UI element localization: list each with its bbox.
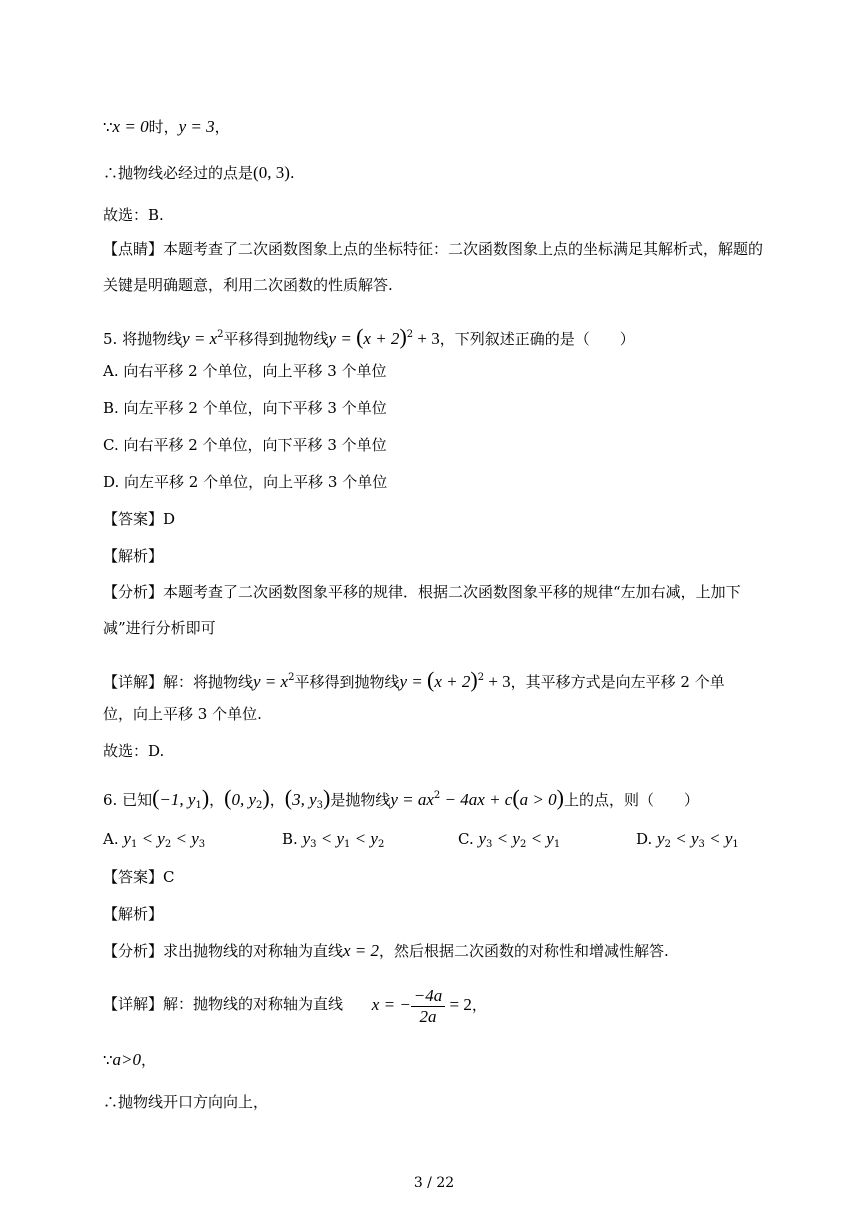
q6-option-c: C. $y_3 < y_2 < y_1$ [458, 829, 561, 850]
q6-option-b: B. $y_3 < y_1 < y_2$ [282, 829, 385, 850]
question-6: 6. 已知(−1, $y_1$)，(0, $y_2$)，(3, $y_3$)是抛物线$y = ax^2 - 4ax + c(a > 0)$上的点，则（ ） [103, 785, 699, 811]
fraction: $\frac{-4a}{2a}$ [411, 986, 445, 1027]
line-point-conclusion: ∴抛物线必经过的点是(0, 3). [103, 163, 295, 182]
note-paragraph: 【点睛】本题考查了二次函数图象上点的坐标特征：二次函数图象上点的坐标满足其解析式，解题的关键是明确题意，利用二次函数的性质解答. [103, 240, 764, 294]
solution-5-line2: 位，向上平移 3 个单位. [103, 705, 262, 723]
analysis-5: 【分析】本题考查了二次函数图象平移的规律．根据二次函数图象平移的规律“左加右减，上加下减”进行分析即可 [103, 583, 741, 637]
q5-option-d: D. 向左平移 2 个单位，向上平移 3 个单位 [103, 473, 388, 491]
q5-option-c: C. 向右平移 2 个单位，向下平移 3 个单位 [103, 436, 387, 454]
line-opens-upward: ∴抛物线开口方向向上， [103, 1093, 269, 1111]
line-given-x0: ∵x = 0时，y = 3， [103, 117, 230, 136]
page-number: 3 / 22 [413, 1175, 455, 1191]
choice-d: 故选：D. [103, 742, 165, 760]
q5-option-a: A. 向右平移 2 个单位，向上平移 3 个单位 [103, 362, 387, 380]
q6-option-a: A. $y_1 < y_2 < y_3$ [103, 829, 206, 850]
question-5: 5. 将抛物线$y = x^2$平移得到抛物线$y = (x + 2)^2 + 3$，下列叙述正确的是（ ） [103, 324, 635, 349]
line-choice-b: 故选：B. [103, 206, 164, 224]
analysis-heading-6: 【解析】 [103, 905, 164, 923]
answer-5: 【答案】D [103, 510, 176, 528]
line-a-positive: ∵a>0， [103, 1050, 157, 1069]
solution-5-line1: 【详解】解：将抛物线$y = x^2$平移得到抛物线$y = (x + 2)^2 + 3$，其平移方式是向左平移 2 个单 [103, 667, 725, 692]
q6-option-d: D. $y_2 < y_3 < y_1$ [636, 829, 739, 850]
solution-6: 【详解】解：抛物线的对称轴为直线 x = − $\frac{-4a}{2a}$ = 2， [103, 985, 487, 1026]
answer-6: 【答案】C [103, 868, 175, 886]
q5-option-b: B. 向左平移 2 个单位，向下平移 3 个单位 [103, 399, 387, 417]
analysis-6: 【分析】求出抛物线的对称轴为直线x = 2，然后根据二次函数的对称性和增减性解答. [103, 941, 669, 960]
analysis-heading-5: 【解析】 [103, 547, 164, 565]
